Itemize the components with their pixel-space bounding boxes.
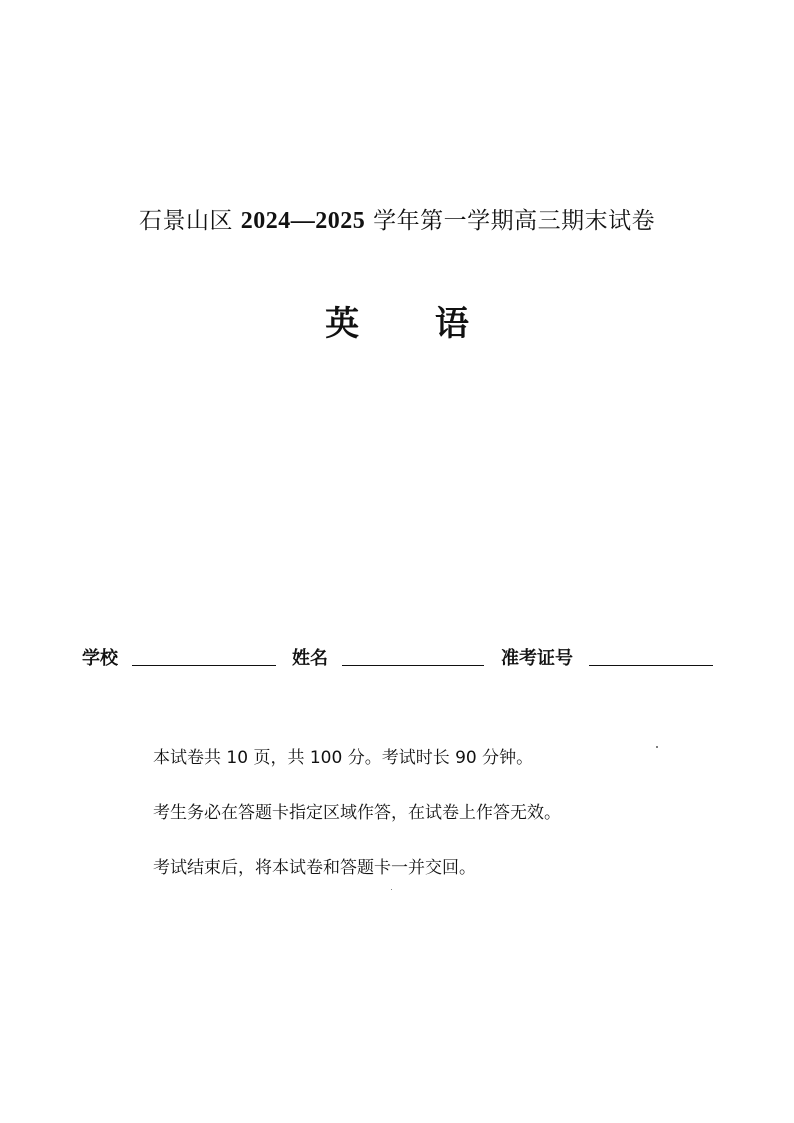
exam-id-field[interactable] [589, 665, 713, 666]
instruction-line: 考试结束后，将本试卷和答题卡一并交回。 [153, 858, 476, 878]
instruction-line: 本试卷共 10 页，共 100 分。考试时长 90 分钟。 [153, 748, 534, 768]
exam-title-years: 2024—2025 [240, 208, 366, 234]
scan-speck [391, 889, 392, 890]
school-field[interactable] [132, 665, 276, 666]
scan-speck [656, 746, 658, 748]
name-label: 姓名 [292, 648, 328, 669]
exam-id-label: 准考证号 [501, 648, 573, 669]
exam-title-term: 学年第一学期高三期末试卷 [373, 208, 656, 234]
school-label: 学校 [82, 648, 118, 669]
name-field[interactable] [342, 665, 484, 666]
exam-title-district: 石景山区 [138, 208, 233, 234]
subject-title: 英 语 [325, 304, 501, 344]
instruction-line: 考生务必在答题卡指定区域作答，在试卷上作答无效。 [153, 803, 561, 823]
exam-title [0, 202, 794, 235]
candidate-info-row [0, 644, 794, 672]
